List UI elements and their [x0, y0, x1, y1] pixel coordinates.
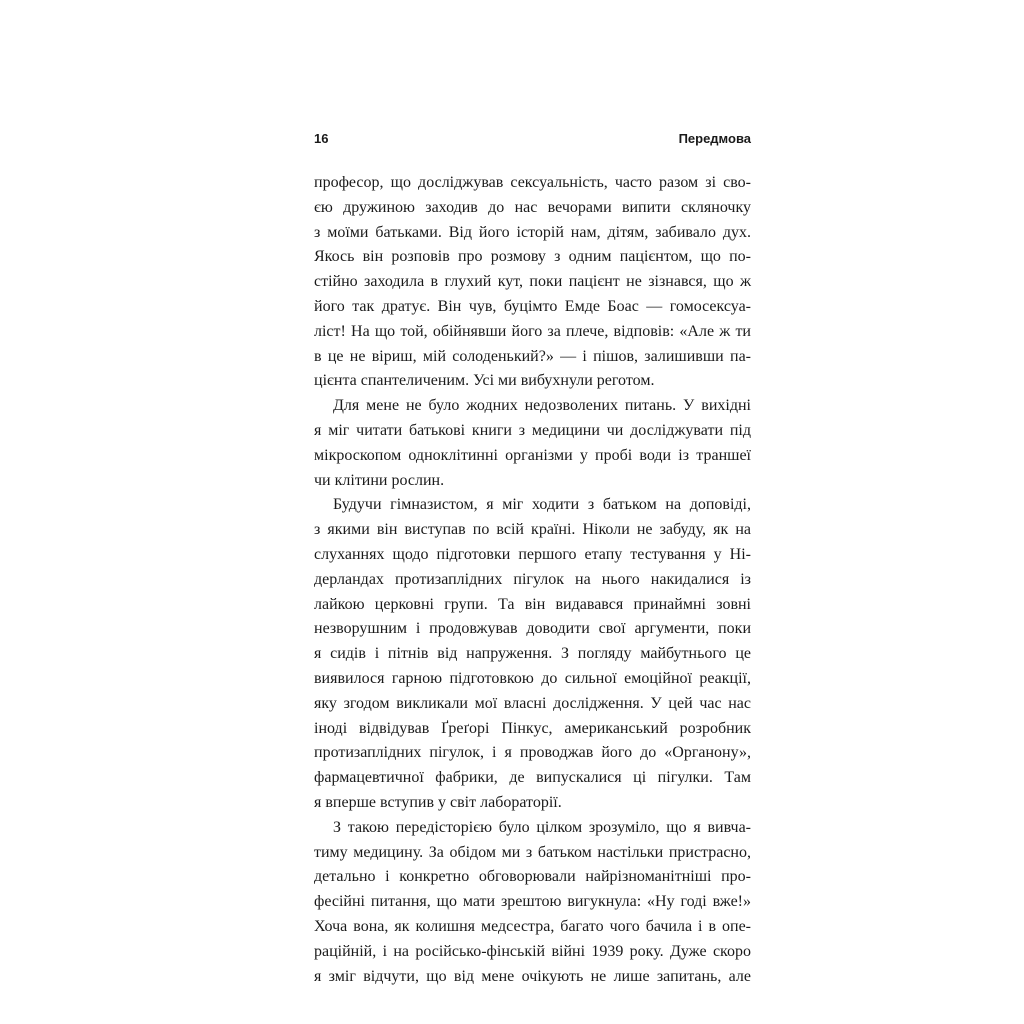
text-line: з моїми батьками. Від його історій нам, дітям, забивало дух. [314, 223, 751, 241]
page-number: 16 [314, 131, 329, 146]
text-line: я міг читати батькові книги з медицини чи досліджувати під [314, 421, 751, 439]
text-line: з якими він виступав по всій країні. Ніколи не забуду, як на [314, 521, 751, 539]
paragraph [314, 171, 751, 394]
text-line: в це не віриш, мій солоденький?» — і пішов, залишивши па- [314, 347, 751, 365]
running-head: Передмова [678, 131, 751, 146]
text-line: фармацевтичної фабрики, де випускалися ці пігулки. Там [314, 769, 751, 787]
text-line: я зміг відчути, що від мене очікують не лише запитань, але [314, 967, 751, 985]
text-line: лайкою церковні групи. Та він видавався принаймні зовні [314, 595, 751, 613]
paragraph [314, 493, 751, 815]
text-line: незворушним і продовжував доводити свої аргументи, поки [314, 620, 751, 638]
text-line: його так дратує. Він чув, буцімто Емде Боас — гомосексуа- [314, 297, 751, 315]
text-line: ліст! На що той, обійнявши його за плече, відповів: «Але ж ти [314, 322, 751, 340]
text-line: Для мене не було жодних недозволених питань. У вихідні [333, 397, 751, 415]
text-line: фесійні питання, що мати зрештою вигукнула: «Ну годі вже!» [314, 893, 751, 911]
text-line: З такою передісторією було цілком зрозуміло, що я вивча- [333, 818, 751, 836]
text-line: дерландах протизаплідних пігулок на нього накидалися із [314, 570, 751, 588]
text-line: яку згодом викликали мої власні дослідження. У цей час нас [314, 694, 751, 712]
text-line: слуханнях щодо підготовки першого етапу тестування у Ні- [314, 545, 751, 563]
text-line: професор, що досліджував сексуальність, часто разом зі сво- [314, 174, 751, 191]
body-text [314, 171, 751, 989]
text-line: Хоча вона, як колишня медсестра, багато чого бачила і в опе- [314, 917, 751, 935]
text-line: раційній, і на російсько-фінській війні 1939 року. Дуже скоро [314, 942, 751, 960]
text-line: детально і конкретно обговорювали найрізноманітніші про- [314, 868, 751, 886]
paragraph [314, 816, 751, 990]
text-line: я вперше вступив у світ лабораторії. [314, 793, 562, 811]
text-line: Якось він розповів про розмову з одним пацієнтом, що по- [314, 248, 751, 266]
text-line: тиму медицину. За обідом ми з батьком настільки пристрасно, [314, 843, 751, 861]
text-line: іноді відвідував Ґреґорі Пінкус, американський розробник [314, 719, 751, 737]
text-line: виявилося гарною підготовкою до сильної емоційної реакції, [314, 669, 751, 687]
text-line: цієнта спантеличеним. Усі ми вибухнули реготом. [314, 372, 655, 390]
text-line: єю дружиною заходив до нас вечорами випити скляночку [314, 198, 751, 216]
paragraph [314, 394, 751, 493]
text-line: стійно заходила в глухий кут, поки пацієнт не зізнався, що ж [314, 273, 751, 291]
text-line: я сидів і пітнів від напруження. З погляду майбутнього це [314, 645, 751, 663]
text-line: чи клітини рослин. [314, 471, 445, 489]
text-line: мікроскопом одноклітинні організми у пробі води із траншеї [314, 446, 751, 464]
text-line: Будучи гімназистом, я міг ходити з батьком на доповіді, [333, 496, 751, 514]
text-line: протизаплідних пігулок, і я проводжав його до «Органону», [314, 744, 751, 762]
page-header [314, 131, 751, 151]
